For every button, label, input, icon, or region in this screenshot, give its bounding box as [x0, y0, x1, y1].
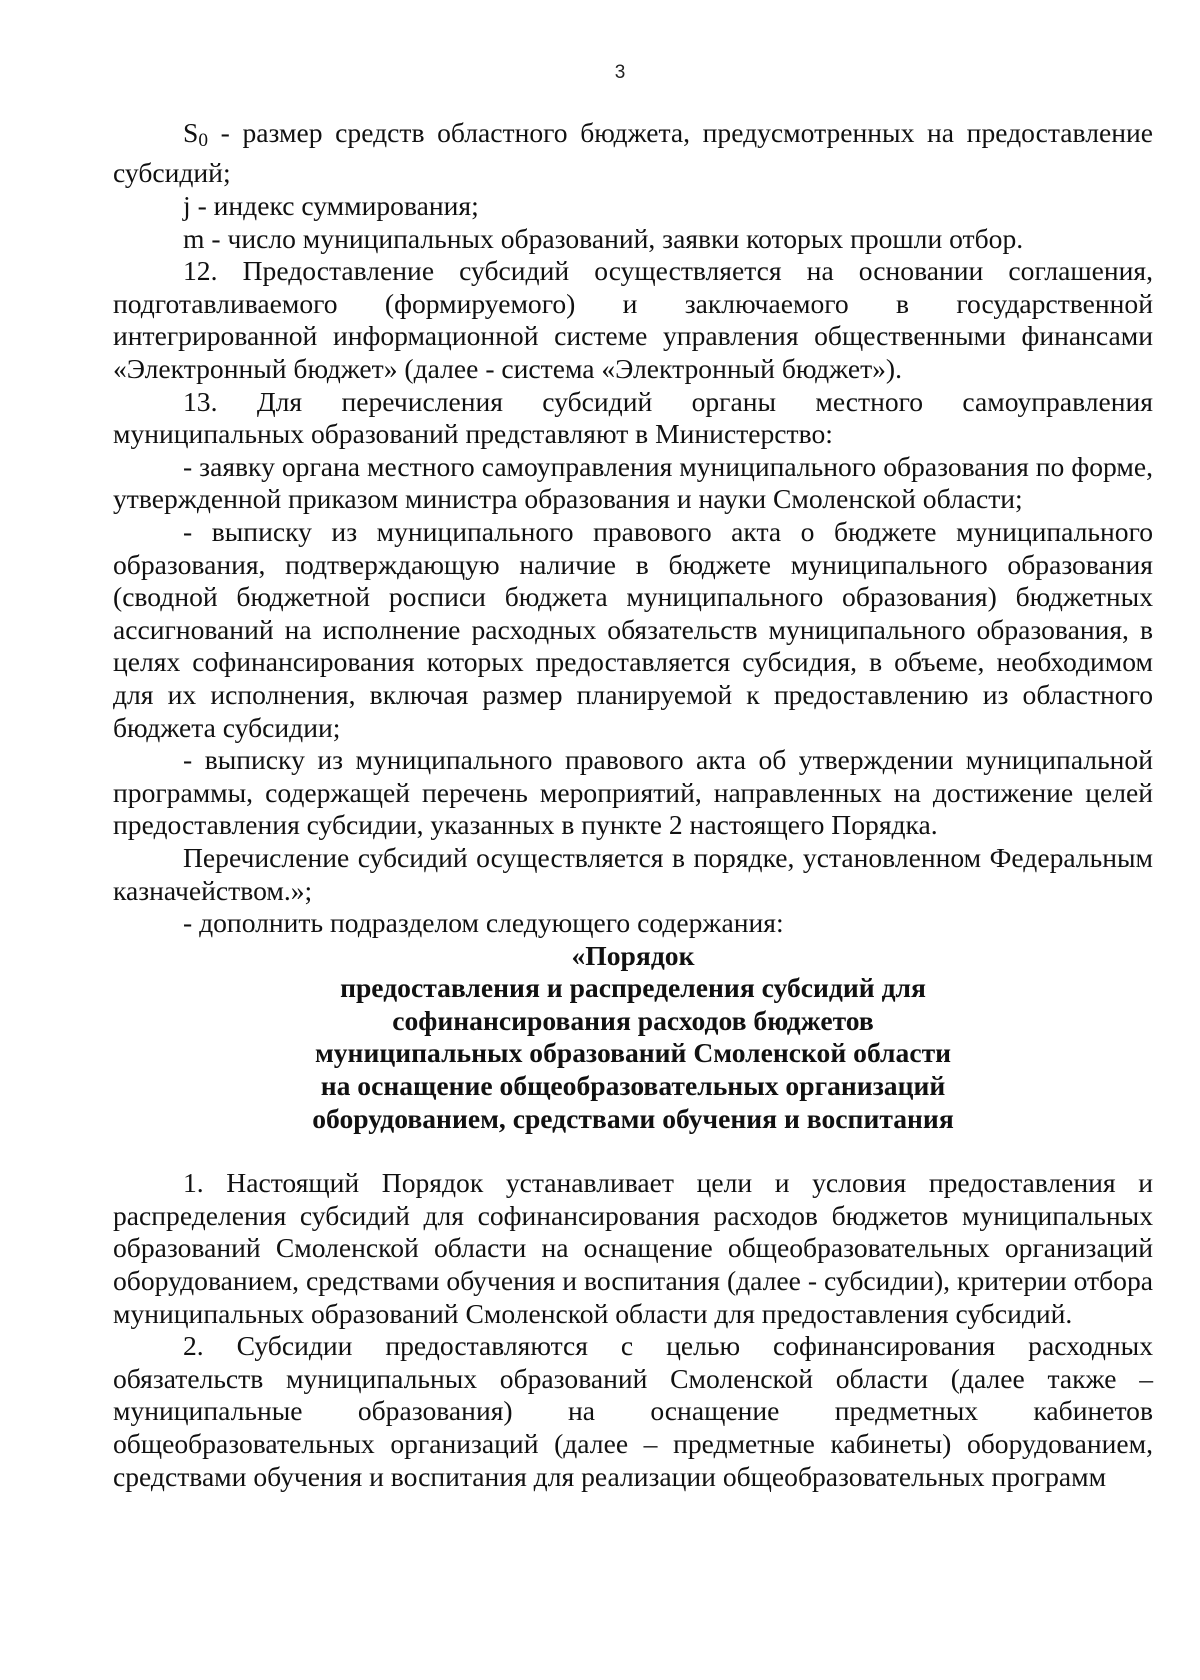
- paragraph-m-definition: m - число муниципальных образований, заявки которых прошли отбор.: [183, 222, 1024, 254]
- title-line: «Порядок: [571, 939, 695, 971]
- paragraph-s0-definition: [113, 117, 1153, 190]
- title-line: оборудованием, средствами обучения и воспитания: [312, 1102, 954, 1134]
- paragraph-amendment-intro: - дополнить подразделом следующего содержания:: [183, 907, 784, 939]
- paragraph-item-2: 2. Субсидии предоставляются с целью софинансирования расходных обязательств муниципальных образований Смоленской области (далее также – муниципальные образования) на оснащение предметных кабинетов общеобразовательных организаций (далее – предметные кабинеты) оборудованием, средствами обучения и воспитания для реализации общеобразовательных программ: [113, 1330, 1153, 1492]
- page-number: 3: [614, 62, 626, 83]
- paragraph-item-12: 12. Предоставление субсидий осуществляется на основании соглашения, подготавливаемого (формируемого) и заключаемого в государственной интегрированной информационной системе управления общественными финансами «Электронный бюджет» (далее - система «Электронный бюджет»).: [113, 255, 1153, 385]
- title-line: софинансирования расходов бюджетов: [392, 1004, 874, 1036]
- title-line: предоставления и распределения субсидий для: [340, 972, 926, 1004]
- paragraph-j-definition: j - индекс суммирования;: [183, 190, 479, 222]
- paragraph-bullet-program-extract: - выписку из муниципального правового акта об утверждении муниципальной программы, содержащей перечень мероприятий, направленных на достижение целей предоставления субсидии, указанных в пункте 2 настоящего Порядка.: [113, 744, 1153, 841]
- s0-definition-text: - размер средств областного бюджета, предусмотренных на предоставление субсидий;: [113, 117, 1153, 189]
- document-body: [113, 117, 1153, 1493]
- paragraph-bullet-budget-extract: - выписку из муниципального правового акта о бюджете муниципального образования, подтверждающую наличие в бюджете муниципального образования (сводной бюджетной росписи бюджета муниципального образования) бюджетных ассигнований на исполнение расходных обязательств муниципального образования, в целях софинансирования которых предоставляется субсидия, в объеме, необходимом для их исполнения, включая размер планируемой к предоставлению из областного бюджета субсидии;: [113, 515, 1153, 743]
- title-line: муниципальных образований Смоленской области: [314, 1037, 952, 1069]
- paragraph-item-1: 1. Настоящий Порядок устанавливает цели и условия предоставления и распределения субсидий для софинансирования расходов бюджетов муниципальных образований Смоленской области на оснащение общеобразовательных организаций оборудованием, средствами обучения и воспитания (далее - субсидии), критерии отбора муниципальных образований Смоленской области для предоставления субсидий.: [113, 1167, 1153, 1329]
- s0-symbol: S: [183, 117, 199, 148]
- title-line: на оснащение общеобразовательных организаций: [320, 1070, 946, 1102]
- s0-subscript: 0: [198, 129, 209, 151]
- paragraph-item-13: 13. Для перечисления субсидий органы местного самоуправления муниципальных образований представляют в Министерство:: [113, 385, 1153, 450]
- paragraph-bullet-application: - заявку органа местного самоуправления муниципального образования по форме, утвержденной приказом министра образования и науки Смоленской области;: [113, 450, 1153, 515]
- section-title: [113, 940, 1153, 1136]
- paragraph-transfer-procedure: Перечисление субсидий осуществляется в порядке, установленном Федеральным казначейством.»;: [113, 841, 1153, 906]
